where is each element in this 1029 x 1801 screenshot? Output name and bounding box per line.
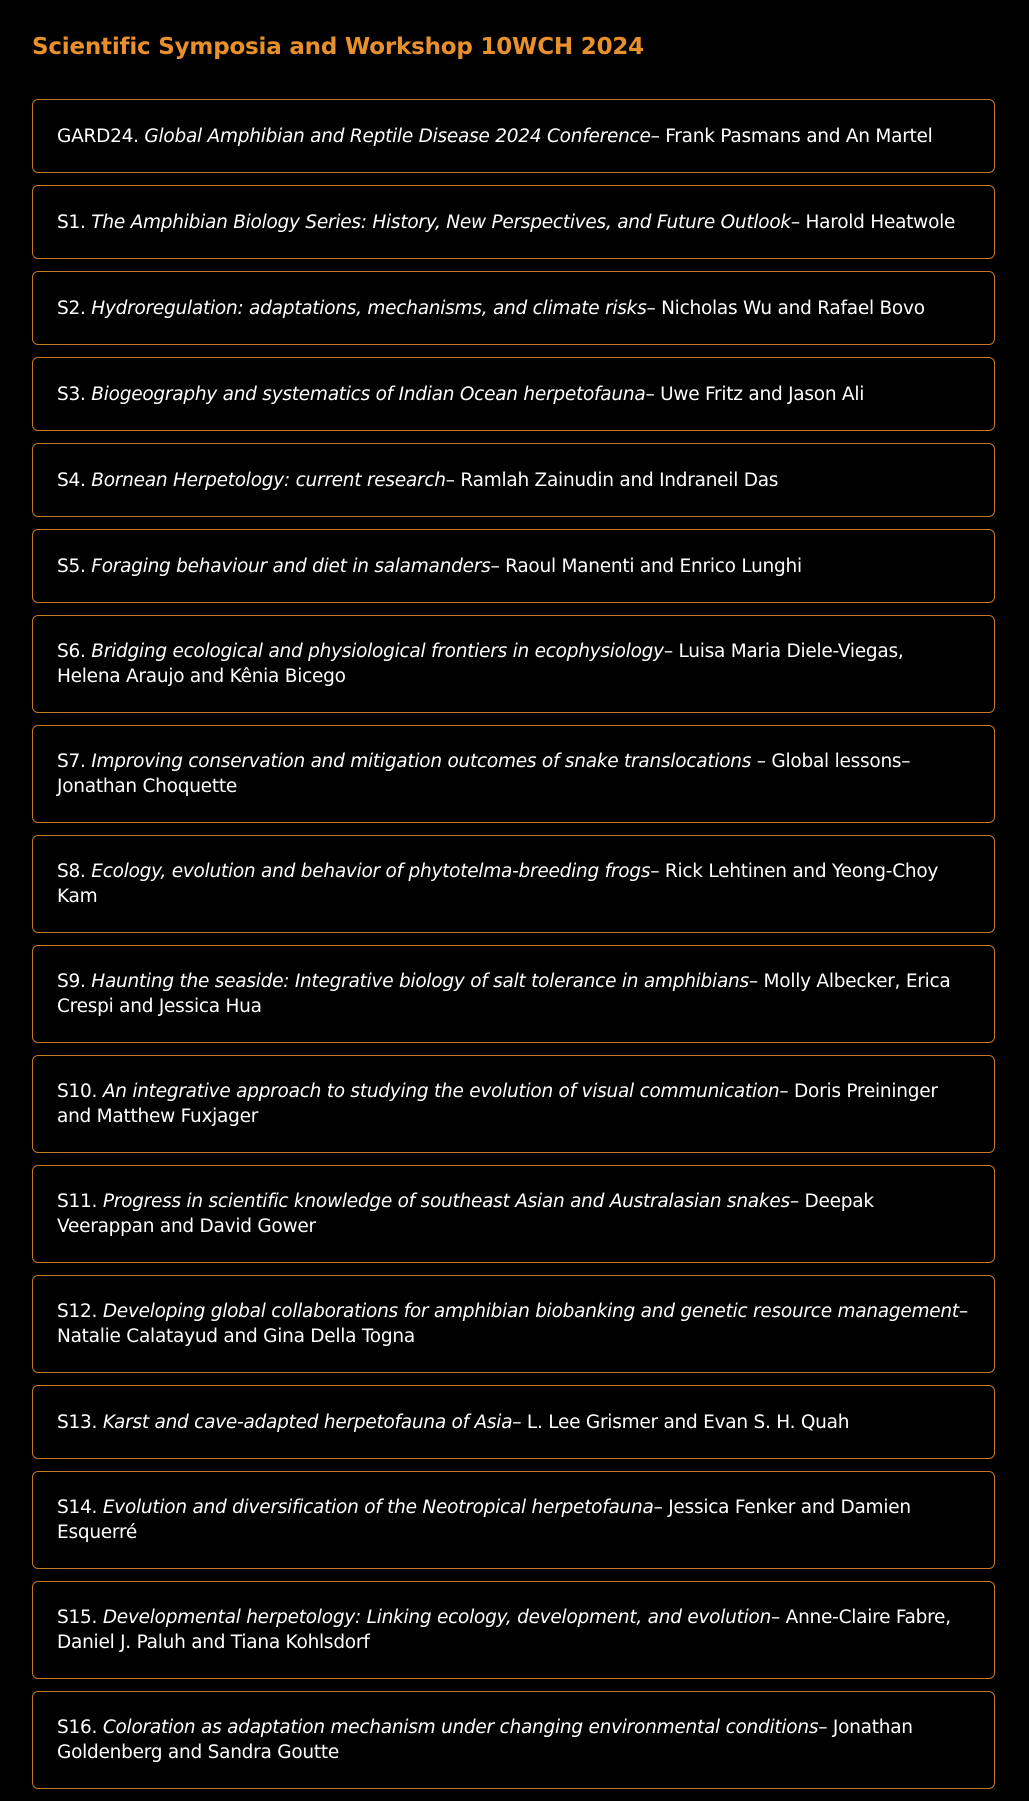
symposium-text xyxy=(57,296,970,321)
symposium-code: S9. xyxy=(57,971,86,992)
symposium-card-s12 xyxy=(32,1275,995,1373)
symposium-code: S1. xyxy=(57,211,86,233)
symposium-card-s9 xyxy=(32,945,995,1043)
symposium-card-s4 xyxy=(32,443,995,517)
symposium-code: S16. xyxy=(57,1717,98,1738)
symposia-list xyxy=(32,99,995,1801)
symposium-speakers: – Ramlah Zainudin and Indraneil Das xyxy=(445,469,779,491)
symposium-text xyxy=(57,210,970,235)
symposium-topic: An integrative approach to studying the evolution of visual communication xyxy=(102,1081,780,1102)
symposium-topic: Foraging behaviour and diet in salamanders xyxy=(91,555,491,577)
symposium-card-s15 xyxy=(32,1581,995,1679)
symposium-card-s5 xyxy=(32,529,995,603)
symposium-topic: Evolution and diversification of the Neotropical herpetofauna xyxy=(102,1497,654,1518)
symposium-speakers: – Harold Heatwole xyxy=(790,211,956,233)
symposium-text xyxy=(57,1605,970,1655)
symposium-speakers: – Nicholas Wu and Rafael Bovo xyxy=(646,297,925,319)
symposium-topic: Progress in scientific knowledge of southeast Asian and Australasian snakes xyxy=(102,1191,790,1212)
symposium-topic: Biogeography and systematics of Indian Ocean herpetofauna xyxy=(91,383,646,405)
symposium-card-s13 xyxy=(32,1385,995,1459)
symposium-speakers: – Raoul Manenti and Enrico Lunghi xyxy=(490,555,802,577)
symposium-card-s1 xyxy=(32,185,995,259)
symposium-code: S5. xyxy=(57,555,86,577)
symposium-topic: Karst and cave-adapted herpetofauna of Asia xyxy=(102,1411,513,1433)
symposium-speakers: – Global lessons– Jonathan Choquette xyxy=(57,751,911,797)
symposium-card-s10 xyxy=(32,1055,995,1153)
symposium-text xyxy=(57,468,970,493)
symposium-topic: Bornean Herpetology: current research xyxy=(91,469,446,491)
symposium-card-s6 xyxy=(32,615,995,713)
symposium-topic: Developmental herpetology: Linking ecology, development, and evolution xyxy=(102,1607,772,1628)
symposium-topic: Ecology, evolution and behavior of phytotelma-breeding frogs xyxy=(91,861,651,882)
symposium-topic: Haunting the seaside: Integrative biology of salt tolerance in amphibians xyxy=(91,971,749,992)
symposium-code: S12. xyxy=(57,1301,98,1322)
symposium-topic: Bridging ecological and physiological frontiers in ecophysiology xyxy=(91,641,664,662)
symposium-code: S8. xyxy=(57,861,86,882)
symposium-code: S3. xyxy=(57,383,86,405)
symposium-text xyxy=(57,1495,970,1545)
symposium-text xyxy=(57,124,970,149)
symposium-text xyxy=(57,1079,970,1129)
symposium-speakers: – Molly Albecker, Erica Crespi and Jessica Hua xyxy=(57,971,951,1017)
symposium-card-s16 xyxy=(32,1691,995,1789)
symposium-text xyxy=(57,859,970,909)
symposium-code: S7. xyxy=(57,751,86,772)
symposium-card-s2 xyxy=(32,271,995,345)
symposium-speakers: – Anne-Claire Fabre, Daniel J. Paluh and Tiana Kohlsdorf xyxy=(57,1607,951,1653)
symposium-code: S4. xyxy=(57,469,86,491)
symposium-text xyxy=(57,1410,970,1435)
symposium-speakers: – L. Lee Grismer and Evan S. H. Quah xyxy=(512,1411,850,1433)
symposium-topic: Improving conservation and mitigation outcomes of snake translocations xyxy=(91,751,752,772)
symposium-code: S10. xyxy=(57,1081,98,1102)
symposium-speakers: – Rick Lehtinen and Yeong-Choy Kam xyxy=(57,861,939,907)
symposium-code: S11. xyxy=(57,1191,98,1212)
symposium-text xyxy=(57,382,970,407)
symposium-speakers: – Deepak Veerappan and David Gower xyxy=(57,1191,874,1237)
symposium-card-gard24 xyxy=(32,99,995,173)
symposium-code: S6. xyxy=(57,641,86,662)
symposium-speakers: – Frank Pasmans and An Martel xyxy=(650,125,933,147)
symposium-speakers: – Doris Preininger and Matthew Fuxjager xyxy=(57,1081,938,1127)
symposium-topic: Developing global collaborations for amphibian biobanking and genetic resource management xyxy=(102,1301,959,1322)
symposium-card-s11 xyxy=(32,1165,995,1263)
symposium-code: S2. xyxy=(57,297,86,319)
page-title: Scientific Symposia and Workshop 10WCH 2024 xyxy=(32,34,644,60)
symposium-text xyxy=(57,639,970,689)
symposium-speakers: – Natalie Calatayud and Gina Della Togna xyxy=(57,1301,968,1347)
symposium-card-s3 xyxy=(32,357,995,431)
symposium-text xyxy=(57,1299,970,1349)
symposium-text xyxy=(57,749,970,799)
symposium-code: S15. xyxy=(57,1607,98,1628)
symposium-text xyxy=(57,969,970,1019)
symposium-topic: Coloration as adaptation mechanism under changing environmental conditions xyxy=(102,1717,819,1738)
symposium-speakers: – Luisa Maria Diele-Viegas, Helena Araujo and Kênia Bicego xyxy=(57,641,904,687)
symposium-speakers: – Jessica Fenker and Damien Esquerré xyxy=(57,1497,911,1543)
symposium-code: S13. xyxy=(57,1411,98,1433)
symposium-code: GARD24. xyxy=(57,125,139,147)
symposium-topic: The Amphibian Biology Series: History, New Perspectives, and Future Outlook xyxy=(91,211,791,233)
symposium-card-s8 xyxy=(32,835,995,933)
symposium-text xyxy=(57,554,970,579)
symposium-text xyxy=(57,1715,970,1765)
symposium-speakers: – Jonathan Goldenberg and Sandra Goutte xyxy=(57,1717,913,1763)
symposium-code: S14. xyxy=(57,1497,98,1518)
symposium-topic: Hydroregulation: adaptations, mechanisms, and climate risks xyxy=(91,297,647,319)
symposium-topic: Global Amphibian and Reptile Disease 2024 Conference xyxy=(144,125,651,147)
symposium-speakers: – Uwe Fritz and Jason Ali xyxy=(645,383,865,405)
symposium-text xyxy=(57,1189,970,1239)
symposium-card-s14 xyxy=(32,1471,995,1569)
symposium-card-s7 xyxy=(32,725,995,823)
